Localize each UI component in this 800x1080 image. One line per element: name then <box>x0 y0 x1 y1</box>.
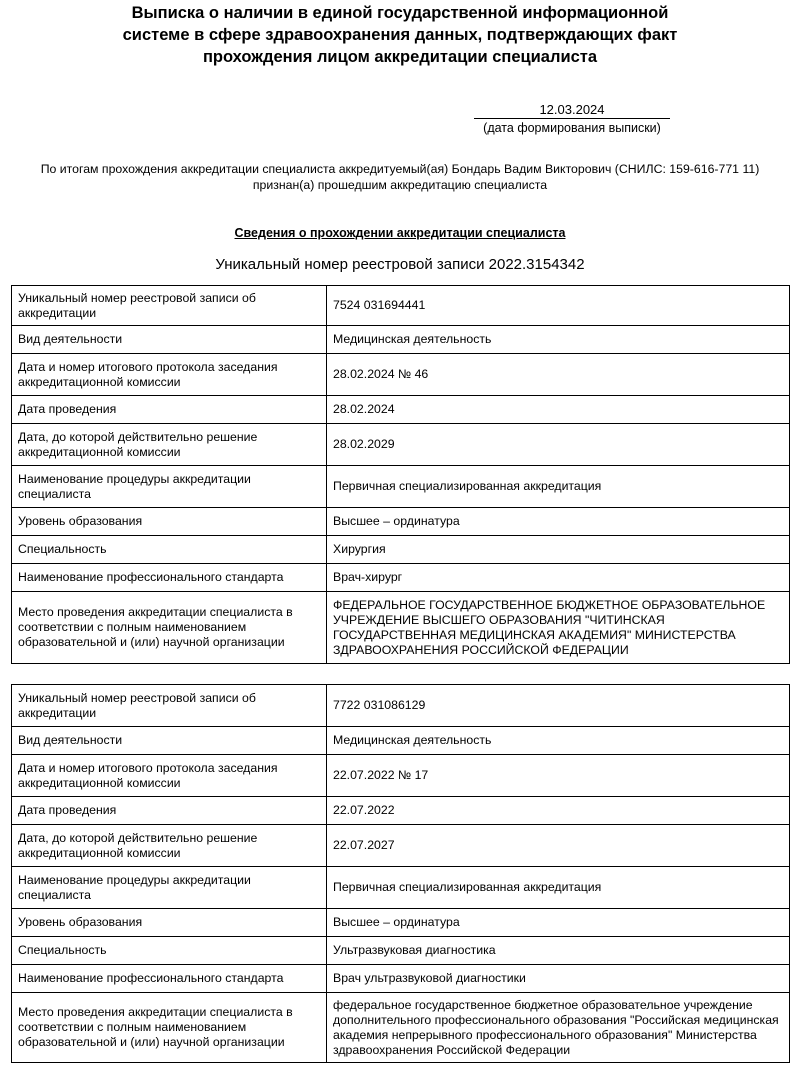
table-row <box>12 536 790 564</box>
registry-number: Уникальный номер реестровой записи 2022.3154342 <box>215 256 585 273</box>
row-label: Дата проведения <box>12 396 327 424</box>
table-row <box>12 564 790 592</box>
accreditation-record-table <box>11 285 790 664</box>
table-row <box>12 326 790 354</box>
row-value: 22.07.2022 № 17 <box>327 755 790 797</box>
row-value: Врач-хирург <box>327 564 790 592</box>
table-row <box>12 825 790 867</box>
table-row <box>12 354 790 396</box>
row-label: Дата и номер итогового протокола заседания аккредитационной комиссии <box>12 755 327 797</box>
row-label: Место проведения аккредитации специалиста в соответствии с полным наименованием образовательной и (или) научной организации <box>12 993 327 1063</box>
accreditation-record-table <box>11 684 790 1063</box>
table-row <box>12 727 790 755</box>
row-value: 22.07.2027 <box>327 825 790 867</box>
table-row <box>12 797 790 825</box>
row-label: Дата и номер итогового протокола заседания аккредитационной комиссии <box>12 354 327 396</box>
table-row <box>12 508 790 536</box>
generation-date: 12.03.2024 <box>474 102 670 119</box>
row-value: 28.02.2029 <box>327 424 790 466</box>
document-title <box>60 2 740 68</box>
title-line: Выписка о наличии в единой государственной информационной <box>131 4 669 22</box>
row-value: Врач ультразвуковой диагностики <box>327 965 790 993</box>
row-label: Вид деятельности <box>12 727 327 755</box>
row-label: Уровень образования <box>12 508 327 536</box>
row-label: Наименование профессионального стандарта <box>12 965 327 993</box>
row-value: 7524 031694441 <box>327 286 790 326</box>
row-label: Наименование процедуры аккредитации специалиста <box>12 867 327 909</box>
section-heading: Сведения о прохождении аккредитации специалиста <box>234 226 566 240</box>
row-value: Высшее – ординатура <box>327 909 790 937</box>
title-line: системе в сфере здравоохранения данных, подтверждающих факт <box>122 26 678 44</box>
row-value: Медицинская деятельность <box>327 727 790 755</box>
row-label: Дата, до которой действительно решение аккредитационной комиссии <box>12 424 327 466</box>
row-value: 22.07.2022 <box>327 797 790 825</box>
intro-paragraph <box>0 161 800 193</box>
table-row <box>12 755 790 797</box>
intro-line: признан(а) прошедшим аккредитацию специалиста <box>252 178 548 192</box>
intro-line: По итогам прохождения аккредитации специалиста аккредитуемый(ая) Бондарь Вадим Викторович (СНИЛС: 159-616-771 11) <box>40 162 760 176</box>
row-value: ФЕДЕРАЛЬНОЕ ГОСУДАРСТВЕННОЕ БЮДЖЕТНОЕ ОБРАЗОВАТЕЛЬНОЕ УЧРЕЖДЕНИЕ ВЫСШЕГО ОБРАЗОВАНИЯ "ЧИТИНСКАЯ ГОСУДАРСТВЕННАЯ МЕДИЦИНСКАЯ АКАДЕМИЯ" МИНИСТЕРСТВА ЗДРАВООХРАНЕНИЯ РОССИЙСКОЙ ФЕДЕРАЦИИ <box>327 592 790 664</box>
row-value: 7722 031086129 <box>327 685 790 727</box>
title-line: прохождения лицом аккредитации специалиста <box>202 48 598 66</box>
row-label: Дата, до которой действительно решение аккредитационной комиссии <box>12 825 327 867</box>
row-value: Медицинская деятельность <box>327 326 790 354</box>
row-label: Место проведения аккредитации специалиста в соответствии с полным наименованием образовательной и (или) научной организации <box>12 592 327 664</box>
row-value: 28.02.2024 № 46 <box>327 354 790 396</box>
table-row <box>12 965 790 993</box>
row-value: Хирургия <box>327 536 790 564</box>
generation-date-block <box>474 102 670 136</box>
table-row <box>12 286 790 326</box>
table-row <box>12 685 790 727</box>
row-value: Первичная специализированная аккредитация <box>327 867 790 909</box>
table-row <box>12 937 790 965</box>
row-label: Специальность <box>12 937 327 965</box>
row-label: Уровень образования <box>12 909 327 937</box>
row-label: Дата проведения <box>12 797 327 825</box>
table-row <box>12 993 790 1063</box>
table-row <box>12 424 790 466</box>
row-label: Вид деятельности <box>12 326 327 354</box>
row-label: Специальность <box>12 536 327 564</box>
table-row <box>12 867 790 909</box>
row-value: Первичная специализированная аккредитация <box>327 466 790 508</box>
table-row <box>12 396 790 424</box>
row-label: Уникальный номер реестровой записи об аккредитации <box>12 685 327 727</box>
row-value: Ультразвуковая диагностика <box>327 937 790 965</box>
table-row <box>12 466 790 508</box>
table-row <box>12 909 790 937</box>
row-value: Высшее – ординатура <box>327 508 790 536</box>
row-value: федеральное государственное бюджетное образовательное учреждение дополнительного профессионального образования "Российская медицинская академия непрерывного профессионального образования" Министерства здравоохранения Российской Федерации <box>327 993 790 1063</box>
row-label: Наименование профессионального стандарта <box>12 564 327 592</box>
table-row <box>12 592 790 664</box>
row-label: Наименование процедуры аккредитации специалиста <box>12 466 327 508</box>
generation-date-caption: (дата формирования выписки) <box>483 121 661 135</box>
row-value: 28.02.2024 <box>327 396 790 424</box>
row-label: Уникальный номер реестровой записи об аккредитации <box>12 286 327 326</box>
